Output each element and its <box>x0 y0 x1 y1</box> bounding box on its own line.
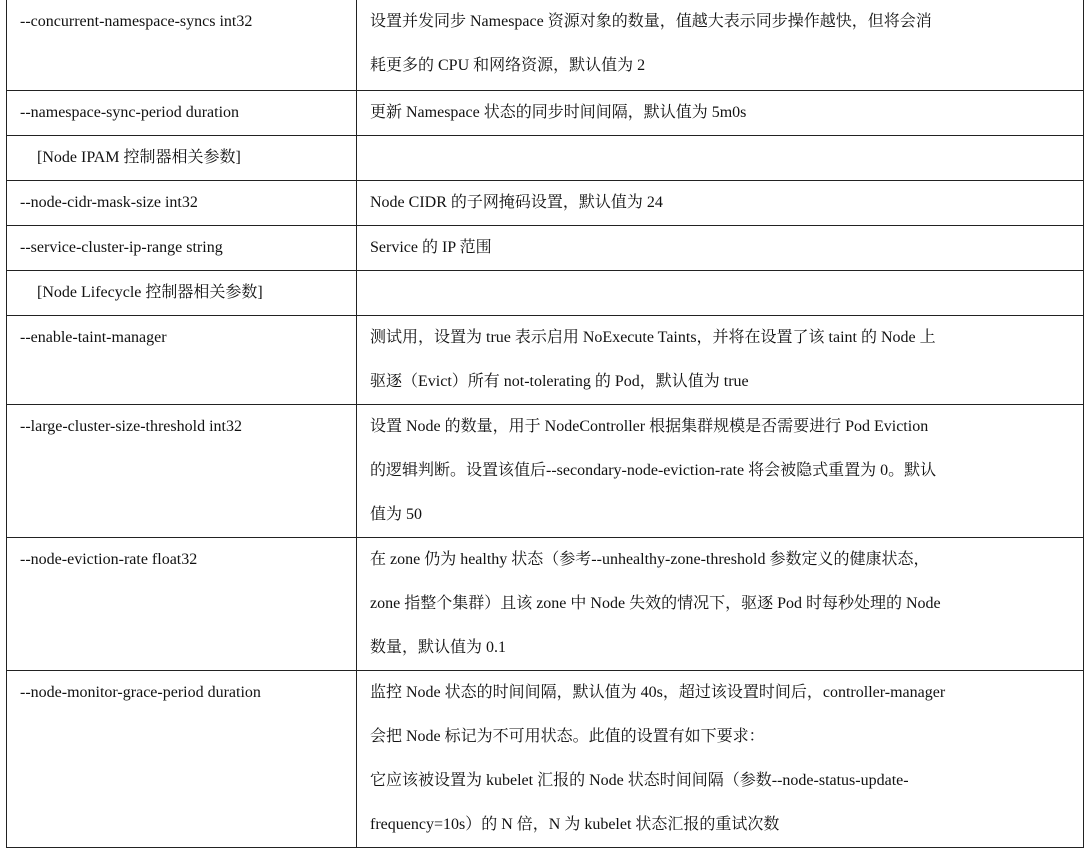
table-row <box>7 404 1084 537</box>
desc-line: 设置并发同步 Namespace 资源对象的数量，值越大表示同步操作越快，但将会消 <box>370 13 932 30</box>
desc-line: 在 zone 仍为 healthy 状态（参考--unhealthy-zone-threshold 参数定义的健康状态， <box>370 550 930 568</box>
table-row <box>7 225 1084 270</box>
table-row <box>7 315 1084 404</box>
section-row <box>7 135 1084 180</box>
desc-line: 设置 Node 的数量，用于 NodeController 根据集群规模是否需要进行 Pod Eviction <box>370 417 929 435</box>
desc-line: 更新 Namespace 状态的同步时间间隔，默认值为 5m0s <box>370 103 747 121</box>
desc-line: 数量，默认值为 0.1 <box>370 638 507 656</box>
desc-line: zone 指整个集群）且该 zone 中 Node 失效的情况下，驱逐 Pod 时每秒处理的 Node <box>370 594 941 612</box>
desc-line: 耗更多的 CPU 和网络资源，默认值为 2 <box>370 57 646 74</box>
table-row <box>7 670 1084 847</box>
parameter-table <box>6 0 1084 848</box>
table-row <box>7 0 1084 90</box>
desc-cell <box>357 90 1084 135</box>
param-cell: --namespace-sync-period duration <box>7 90 357 135</box>
param-cell: --node-eviction-rate float32 <box>7 537 357 670</box>
param-cell: --concurrent-namespace-syncs int32 <box>7 0 357 90</box>
section-heading: [Node Lifecycle 控制器相关参数] <box>7 270 357 315</box>
section-row <box>7 270 1084 315</box>
desc-line: frequency=10s）的 N 倍，N 为 kubelet 状态汇报的重试次数 <box>370 815 780 833</box>
desc-line: 驱逐（Evict）所有 not-tolerating 的 Pod，默认值为 true <box>370 372 749 390</box>
desc-cell <box>357 315 1084 404</box>
desc-cell <box>357 0 1084 90</box>
desc-cell <box>357 180 1084 225</box>
param-cell: --service-cluster-ip-range string <box>7 225 357 270</box>
param-cell: --enable-taint-manager <box>7 315 357 404</box>
parameter-table-body <box>7 0 1084 847</box>
table-row <box>7 180 1084 225</box>
desc-line: 的逻辑判断。设置该值后--secondary-node-eviction-rate 将会被隐式重置为 0。默认 <box>370 461 937 479</box>
desc-line: 监控 Node 状态的时间间隔，默认值为 40s，超过该设置时间后，controller-manager <box>370 683 946 701</box>
table-row <box>7 537 1084 670</box>
empty-cell <box>357 135 1084 180</box>
param-cell: --large-cluster-size-threshold int32 <box>7 404 357 537</box>
desc-cell <box>357 404 1084 537</box>
desc-cell <box>357 537 1084 670</box>
table-row <box>7 90 1084 135</box>
desc-cell <box>357 225 1084 270</box>
desc-cell <box>357 670 1084 847</box>
desc-line: 值为 50 <box>370 505 423 523</box>
desc-line: Service 的 IP 范围 <box>370 238 492 256</box>
param-cell: --node-cidr-mask-size int32 <box>7 180 357 225</box>
section-heading: [Node IPAM 控制器相关参数] <box>7 135 357 180</box>
desc-line: 会把 Node 标记为不可用状态。此值的设置有如下要求： <box>370 727 765 745</box>
param-cell: --node-monitor-grace-period duration <box>7 670 357 847</box>
desc-line: 测试用，设置为 true 表示启用 NoExecute Taints，并将在设置了该 taint 的 Node 上 <box>370 328 936 346</box>
desc-line: Node CIDR 的子网掩码设置，默认值为 24 <box>370 193 663 211</box>
empty-cell <box>357 270 1084 315</box>
desc-line: 它应该被设置为 kubelet 汇报的 Node 状态时间间隔（参数--node-status-update- <box>370 771 909 789</box>
